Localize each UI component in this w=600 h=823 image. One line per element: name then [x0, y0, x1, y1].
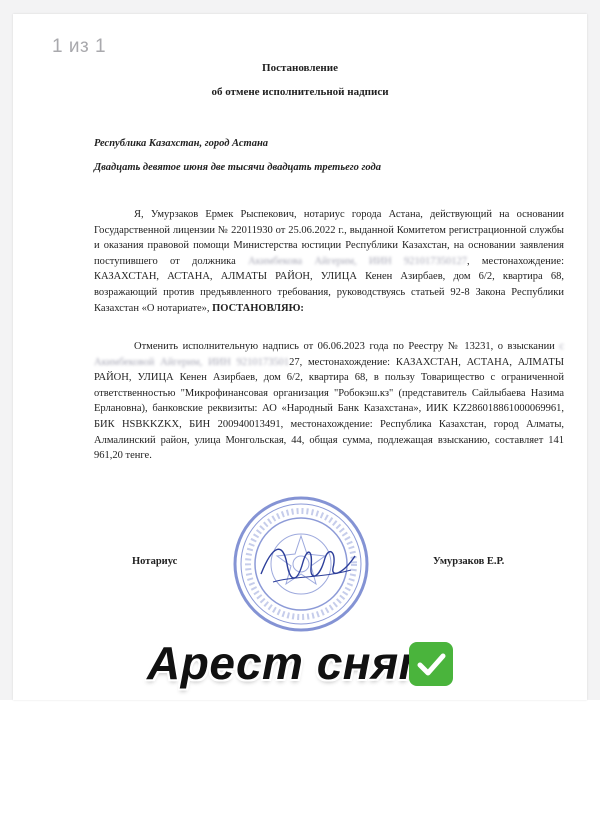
notary-name: Умурзаков Е.Р. — [433, 556, 505, 567]
paragraph-statement: Я, Умурзаков Ермек Рыспекович, нотариус города Астана, действующий на основании Государственной лицензии № 22011930 от 25.06.2022 г., выданной Комитетом регистрационной службы и оказания правовой помощи Министерства юстиции Республики Казахстан, на основании заявления поступившего от должника Акимбекова Айгерим, ИИН 921017350127, местонахождение: КАЗАХСТАН, АСТАНА, АЛМАТЫ РАЙОН, УЛИЦА Кенен Азирбаев, дом 6/2, квартира 68, возражающий против предъявленного требования, руководствуясь статьей 92-8 Закона Республики Казахстан «О нотариате», ПОСТАНОВЛЯЮ: — [94, 209, 564, 314]
document-subtitle: об отмене исполнительной надписи — [211, 86, 389, 98]
document-date: Двадцать девятое июня две тысячи двадцать третьего года — [94, 162, 381, 173]
notary-label: Нотариус — [132, 556, 178, 567]
overlay-caption: Арест снят — [147, 637, 441, 689]
redacted-text: Акимбекова Айгерим, ИИН 921017350127 — [248, 255, 467, 267]
document-title: Постановление — [262, 62, 338, 74]
document-place: Республика Казахстан, город Астана — [94, 138, 269, 149]
page-counter: 1 из 1 — [52, 36, 107, 57]
paragraph-resolution: Отменить исполнительную надпись от 06.06.2023 года по Реестру № 13231, о взыскании с Акимбековой Айгерим, ИИН 921017350127, местонахождение: КАЗАХСТАН, АСТАНА, АЛМАТЫ РАЙОН, УЛИЦА Кенен Азирбаев, дом 6/2, квартира 68, в пользу Товарищество с ограниченной ответственностью "Микрофинансовая организация "Робокэш.кз" (представитель Сайлыбаева Назима Ерлановна), банковские реквизиты: АО «Народный Банк Казахстана», ИИК KZ286018861000069961, БИК HSBKKZKX, БИН 200940013491, местонахождение: Республика Казахстан, город Алматы, Алмалинский район, улица Монгольская, 44, общая сумма, подлежащая взысканию, составляет 141 961,20 тенге. — [94, 341, 564, 462]
signature-icon — [253, 534, 363, 594]
resolution-keyword: ПОСТАНОВЛЯЮ: — [212, 302, 304, 314]
redacted-text: с Акимбековой Айгерим, ИИН 9210173501 — [94, 341, 564, 368]
document-page — [13, 14, 587, 700]
check-mark-button-icon — [409, 642, 453, 686]
